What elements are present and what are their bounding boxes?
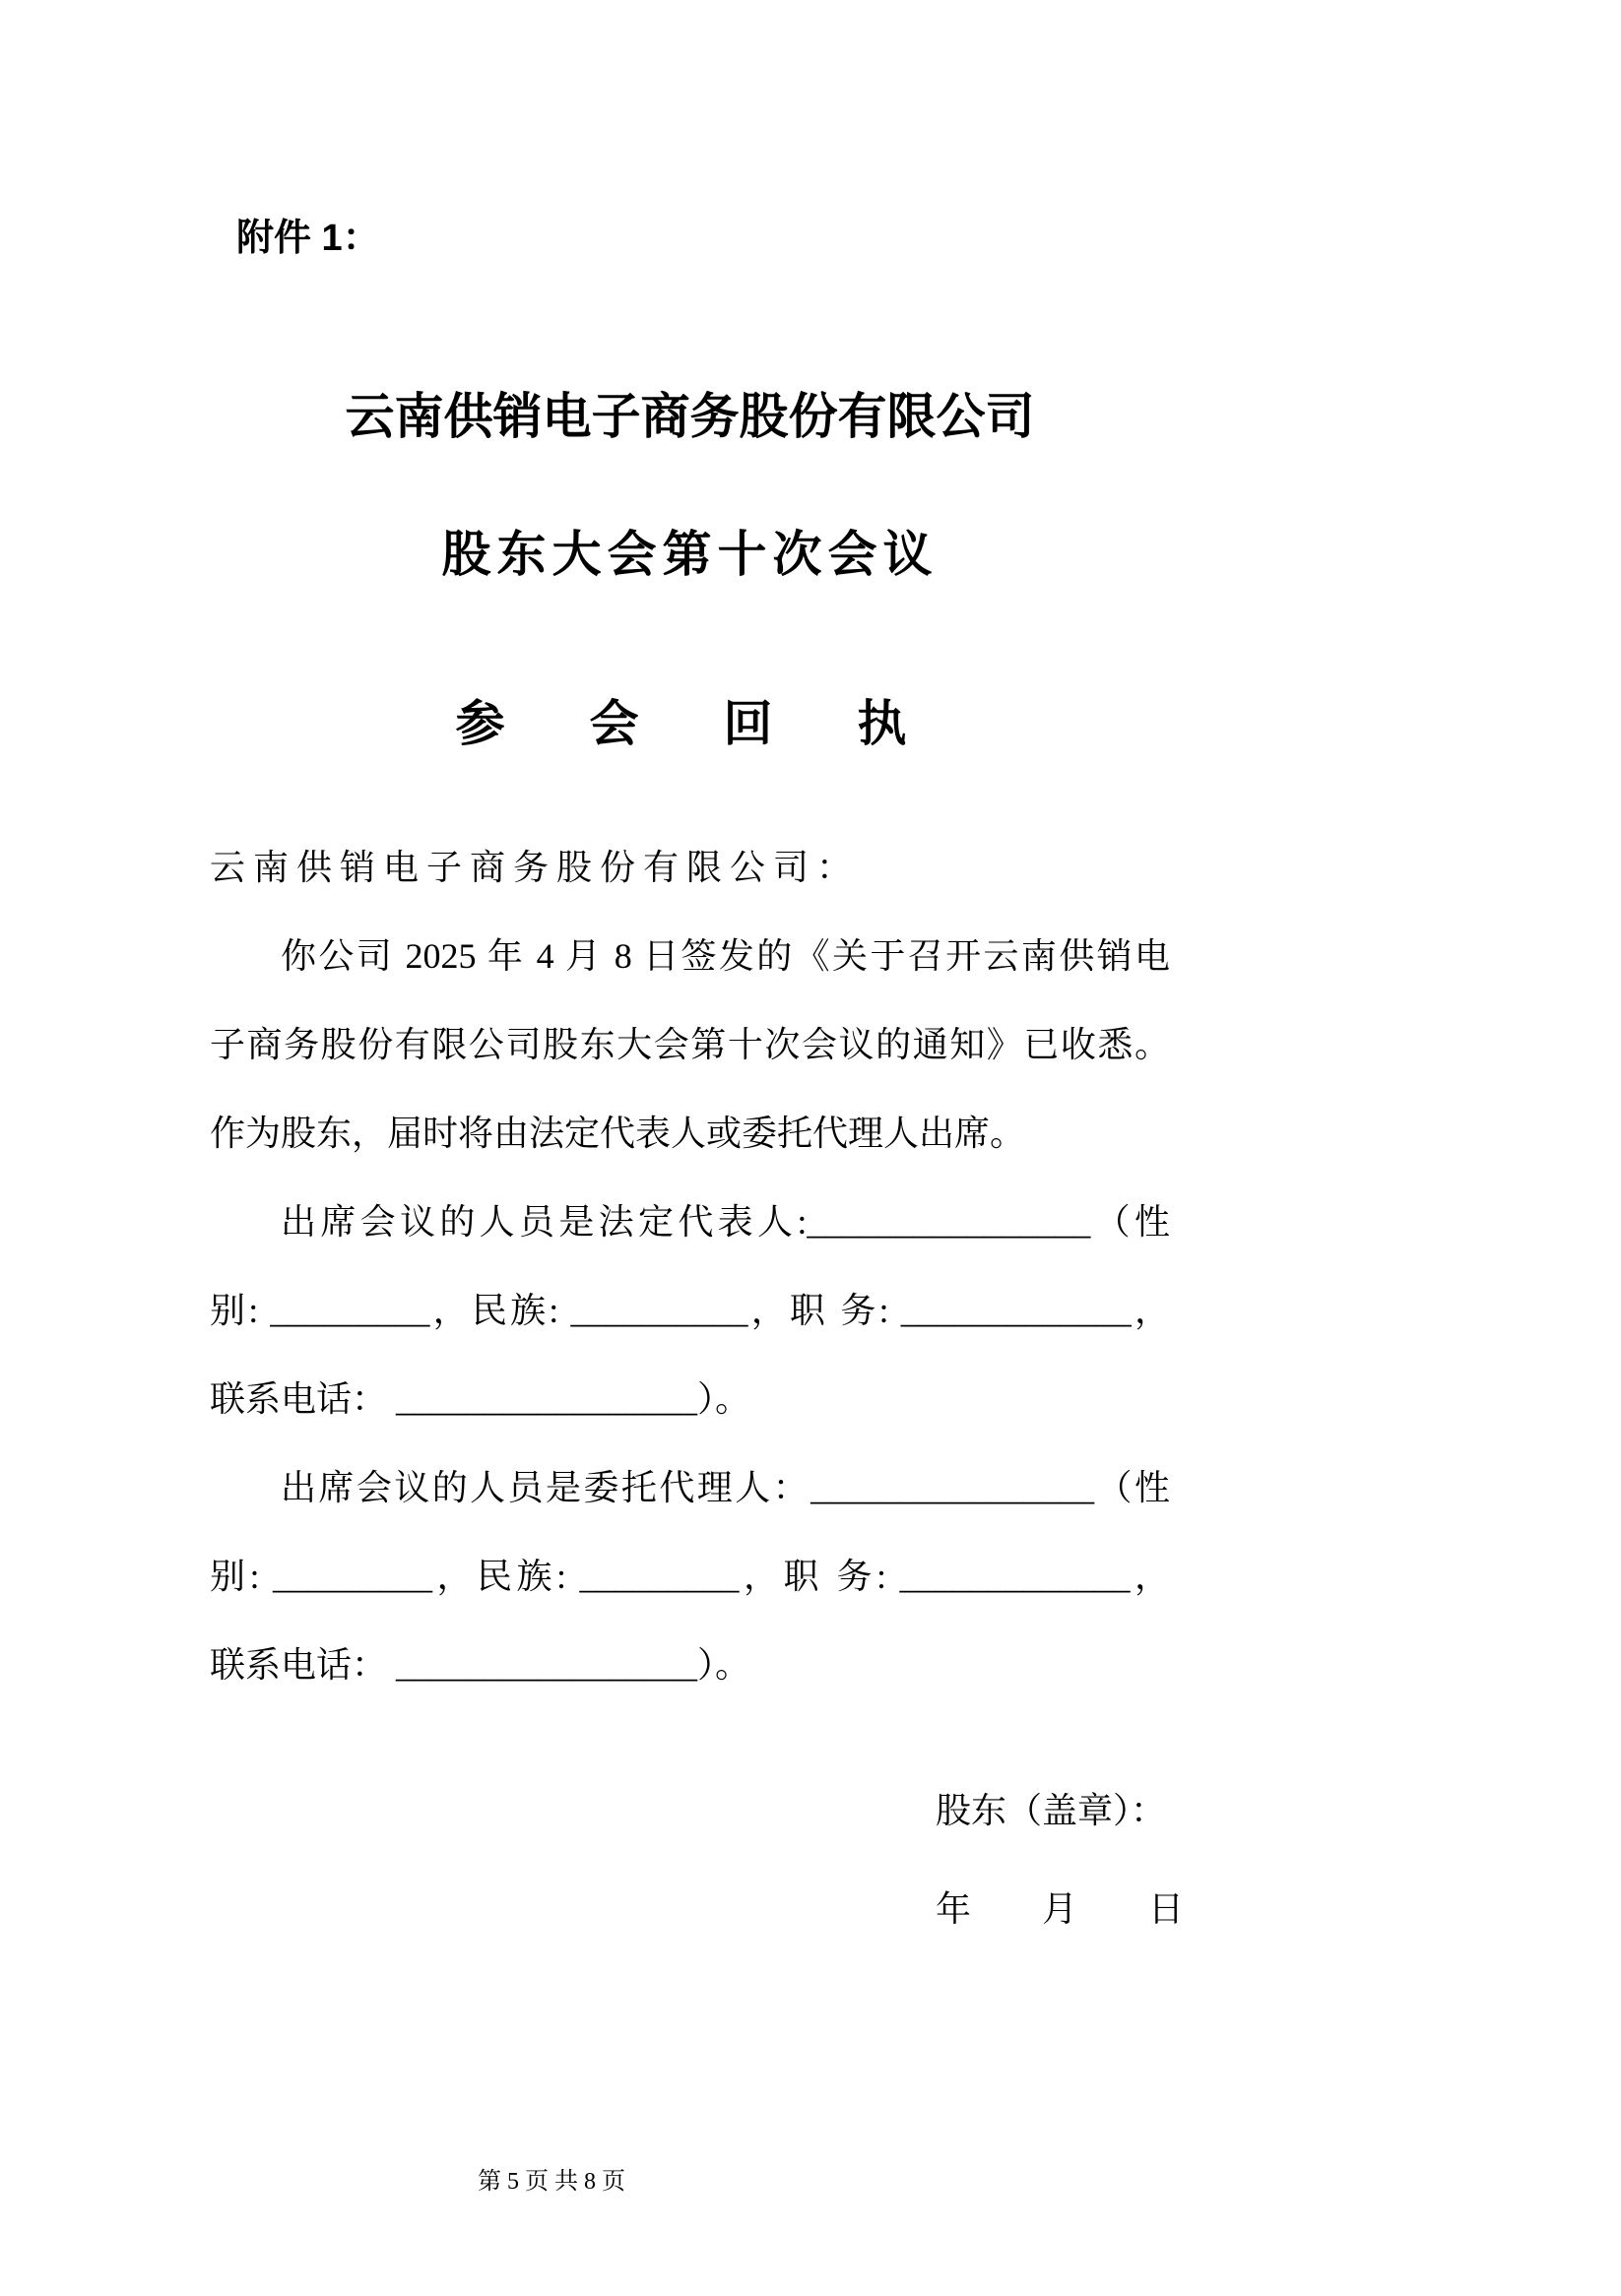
proxy-line-1: 出席会议的人员是委托代理人：________________（性 [281, 1468, 1170, 1507]
company-title: 云南供销电子商务股份有限公司 [345, 389, 1035, 444]
notice-line-3: 作为股东，届时将由法定代表人或委托代理人出席。 [210, 1114, 1026, 1153]
proxy-line-2: 别: _________，民族: _________，职 务: _____________， [210, 1557, 1170, 1596]
legal-rep-line-3: 联系电话： _________________）。 [210, 1379, 751, 1419]
legal-rep-line-2: 别: _________，民族: __________，职 务: _____________， [210, 1291, 1170, 1330]
reply-slip-heading: 参 会 回 执 [455, 696, 925, 751]
signature-date-line: 年 月 日 [936, 1889, 1185, 1929]
meeting-title: 股东大会第十次会议 [441, 527, 939, 582]
signature-seal-label: 股东（盖章）： [936, 1791, 1167, 1830]
proxy-line-3: 联系电话： _________________）。 [210, 1645, 751, 1685]
legal-rep-line-1: 出席会议的人员是法定代表人:________________（性 [281, 1202, 1170, 1242]
document-body [210, 823, 1170, 1709]
page-number-footer: 第 5 页 共 8 页 [478, 2169, 625, 2195]
notice-line-1: 你公司 2025 年 4 月 8 日签发的《关于召开云南供销电 [281, 936, 1170, 976]
salutation-line: 云南供销电子商务股份有限公司： [210, 848, 861, 887]
attachment-label: 附件 1： [236, 218, 380, 259]
notice-line-2: 子商务股份有限公司股东大会第十次会议的通知》已收悉。 [210, 1025, 1170, 1064]
